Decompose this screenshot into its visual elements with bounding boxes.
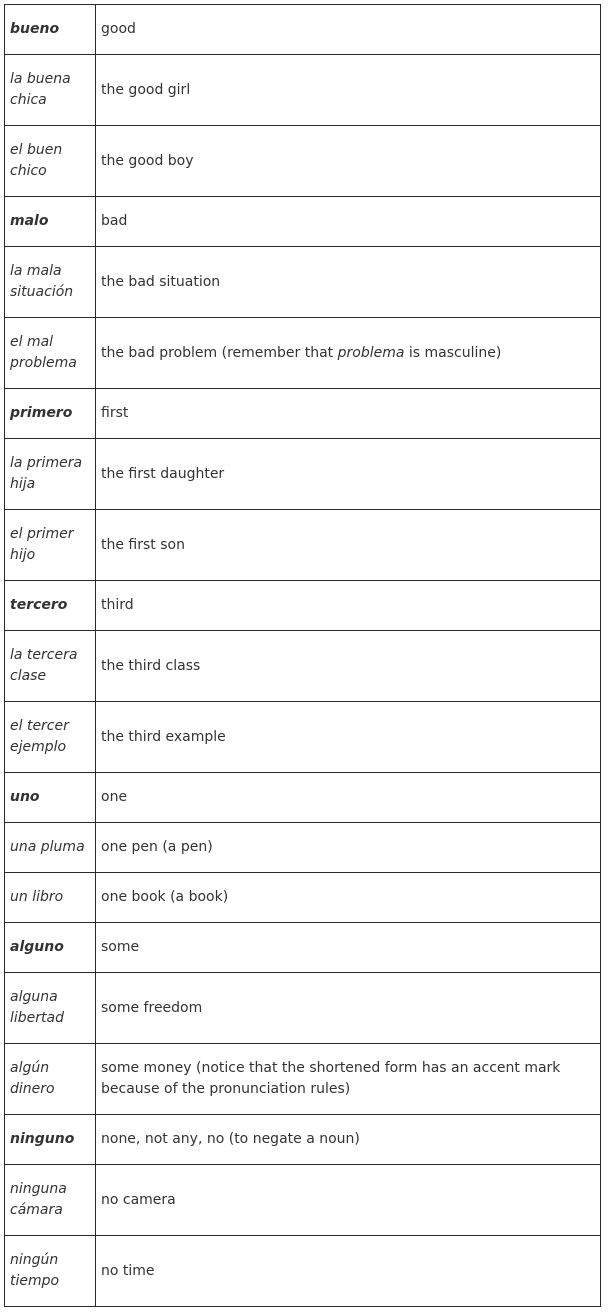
spanish-term: el primer hijo — [5, 510, 96, 581]
english-translation: one — [96, 773, 601, 823]
english-translation: some — [96, 923, 601, 973]
spanish-term: una pluma — [5, 823, 96, 873]
spanish-term: alguno — [5, 923, 96, 973]
english-translation: first — [96, 389, 601, 439]
emphasized-word: problema — [337, 344, 405, 361]
spanish-term: la tercera clase — [5, 631, 96, 702]
table-row — [5, 197, 601, 247]
table-row — [5, 702, 601, 773]
table-row — [5, 1044, 601, 1115]
english-translation: bad — [96, 197, 601, 247]
spanish-term: ninguno — [5, 1115, 96, 1165]
table-row — [5, 873, 601, 923]
table-row — [5, 126, 601, 197]
spanish-term: primero — [5, 389, 96, 439]
translation-text: is masculine) — [404, 344, 502, 361]
english-translation — [96, 318, 601, 389]
table-row — [5, 923, 601, 973]
translation-text: the bad problem (remember that — [101, 344, 338, 361]
english-translation: some freedom — [96, 973, 601, 1044]
spanish-term: la primera hija — [5, 439, 96, 510]
english-translation: good — [96, 5, 601, 55]
table-row — [5, 773, 601, 823]
table-row — [5, 55, 601, 126]
english-translation: no time — [96, 1236, 601, 1307]
table-row — [5, 581, 601, 631]
english-translation: the first son — [96, 510, 601, 581]
spanish-term: el buen chico — [5, 126, 96, 197]
english-translation: the first daughter — [96, 439, 601, 510]
table-row — [5, 510, 601, 581]
english-translation: the third example — [96, 702, 601, 773]
spanish-term: algún dinero — [5, 1044, 96, 1115]
table-row — [5, 389, 601, 439]
vocabulary-table — [4, 4, 601, 1307]
spanish-term: un libro — [5, 873, 96, 923]
spanish-term: bueno — [5, 5, 96, 55]
spanish-term: uno — [5, 773, 96, 823]
english-translation: none, not any, no (to negate a noun) — [96, 1115, 601, 1165]
table-row — [5, 318, 601, 389]
spanish-term: malo — [5, 197, 96, 247]
table-row — [5, 823, 601, 873]
spanish-term: la mala situación — [5, 247, 96, 318]
english-translation: the third class — [96, 631, 601, 702]
table-row — [5, 1115, 601, 1165]
english-translation: one book (a book) — [96, 873, 601, 923]
english-translation: one pen (a pen) — [96, 823, 601, 873]
english-translation: the good boy — [96, 126, 601, 197]
spanish-term: tercero — [5, 581, 96, 631]
table-row — [5, 247, 601, 318]
table-row — [5, 1236, 601, 1307]
english-translation: third — [96, 581, 601, 631]
spanish-term: el tercer ejemplo — [5, 702, 96, 773]
table-row — [5, 5, 601, 55]
spanish-term: ninguna cámara — [5, 1165, 96, 1236]
spanish-term: alguna libertad — [5, 973, 96, 1044]
spanish-term: la buena chica — [5, 55, 96, 126]
table-row — [5, 439, 601, 510]
english-translation: no camera — [96, 1165, 601, 1236]
table-row — [5, 973, 601, 1044]
table-row — [5, 1165, 601, 1236]
table-row — [5, 631, 601, 702]
english-translation: the good girl — [96, 55, 601, 126]
spanish-term: el mal problema — [5, 318, 96, 389]
spanish-term: ningún tiempo — [5, 1236, 96, 1307]
english-translation: some money (notice that the shortened form has an accent mark because of the pronunciation rules) — [96, 1044, 601, 1115]
english-translation: the bad situation — [96, 247, 601, 318]
